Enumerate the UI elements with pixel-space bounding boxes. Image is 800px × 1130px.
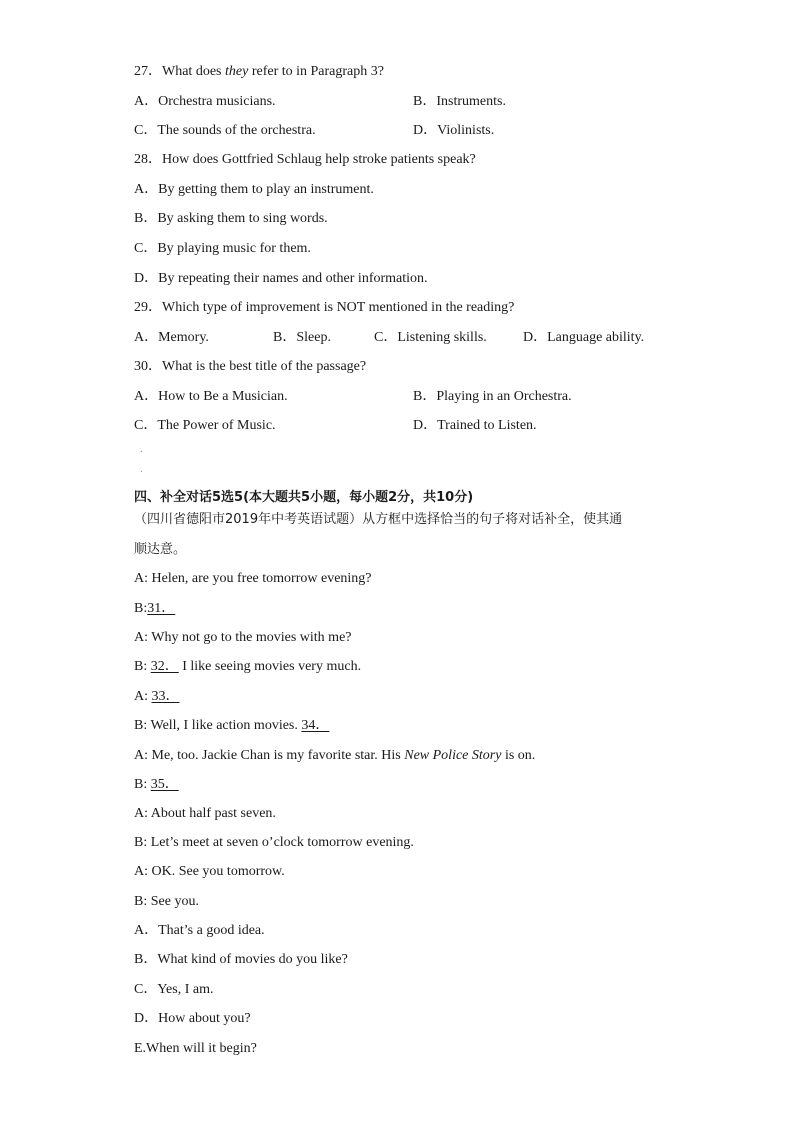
dialogue-text: B: See you.: [134, 894, 199, 909]
q28-option-d: D．By repeating their names and other information.: [134, 271, 428, 286]
q27-option-b: B．Instruments.: [413, 94, 506, 109]
paragraph-mark: .: [140, 463, 143, 475]
answer-blank-35: 35．: [150, 777, 179, 792]
dialogue-line: [134, 834, 414, 852]
q27-stem-emphasis: they: [224, 64, 249, 79]
q30-option-b: B．Playing in an Orchestra.: [413, 389, 572, 404]
dialogue-line: [134, 629, 352, 647]
q29-option-a: A．Memory.: [134, 330, 209, 345]
choice-e: E.When will it begin?: [134, 1041, 257, 1056]
choice-d: D．How about you?: [134, 1011, 251, 1026]
section-instructions-cont: 顺达意。: [134, 542, 187, 557]
q27-option-d: D．Violinists.: [413, 123, 495, 138]
dialogue-text: A: OK. See you tomorrow.: [134, 864, 285, 879]
choice-a: A．That’s a good idea.: [134, 923, 265, 938]
dialogue-line: [134, 570, 372, 588]
paragraph-mark: .: [140, 443, 143, 455]
q30-option-c: C．The Power of Music.: [134, 418, 276, 433]
answer-blank-32: 32．: [150, 659, 179, 674]
dialogue-text: B:: [134, 777, 151, 792]
choice-c: C．Yes, I am.: [134, 982, 214, 997]
q28-option-b: B．By asking them to sing words.: [134, 211, 328, 226]
choice-b: B．What kind of movies do you like?: [134, 952, 348, 967]
q29-option-b: B．Sleep.: [273, 330, 331, 345]
q27-stem: [134, 63, 384, 81]
q30-option-a: A．How to Be a Musician.: [134, 389, 288, 404]
dialogue-line: [134, 600, 175, 618]
dialogue-text: A: About half past seven.: [134, 806, 276, 821]
dialogue-text: is on.: [501, 748, 536, 763]
q29-option-d: D．Language ability.: [523, 330, 645, 345]
q28-stem: 28．How does Gottfried Schlaug help stroke patients speak?: [134, 152, 476, 167]
movie-title: New Police Story: [404, 748, 502, 763]
dialogue-text: B:: [134, 659, 151, 674]
section-instructions: （四川省德阳市2019年中考英语试题）从方框中选择恰当的句子将对话补全，使其通: [134, 512, 623, 527]
section-heading: 四、补全对话5选5(本大题共5小题，每小题2分，共10分): [134, 490, 474, 505]
dialogue-line: [134, 863, 285, 881]
q30-stem: 30．What is the best title of the passage?: [134, 359, 367, 374]
q27-stem-text-end: refer to in Paragraph 3?: [248, 64, 384, 79]
dialogue-line: [134, 805, 276, 823]
dialogue-text: B: Well, I like action movies.: [134, 718, 302, 733]
q30-option-d: D．Trained to Listen.: [413, 418, 537, 433]
q29-stem: 29．Which type of improvement is NOT mentioned in the reading?: [134, 300, 515, 315]
answer-blank-31: 31．: [147, 601, 176, 616]
q28-option-c: C．By playing music for them.: [134, 241, 311, 256]
dialogue-text: A: Me, too. Jackie Chan is my favorite star. His: [134, 748, 405, 763]
q28-option-a: A．By getting them to play an instrument.: [134, 182, 374, 197]
q29-option-c: C．Listening skills.: [374, 330, 487, 345]
dialogue-line: [134, 776, 179, 794]
dialogue-text: B: Let’s meet at seven o’clock tomorrow evening.: [134, 835, 414, 850]
dialogue-line: [134, 658, 361, 676]
answer-blank-33: 33．: [151, 689, 180, 704]
q27-stem-text: 27．What does: [134, 64, 225, 79]
dialogue-line: [134, 717, 329, 735]
dialogue-line: [134, 688, 180, 706]
dialogue-text: A:: [134, 689, 152, 704]
answer-blank-34: 34．: [301, 718, 330, 733]
dialogue-text: A: Helen, are you free tomorrow evening?: [134, 571, 372, 586]
dialogue-line: [134, 747, 535, 765]
q27-option-a: A．Orchestra musicians.: [134, 94, 276, 109]
q27-option-c: C．The sounds of the orchestra.: [134, 123, 316, 138]
dialogue-text: B:: [134, 601, 148, 616]
dialogue-text: A: Why not go to the movies with me?: [134, 630, 352, 645]
dialogue-text: I like seeing movies very much.: [178, 659, 362, 674]
dialogue-line: [134, 893, 199, 911]
